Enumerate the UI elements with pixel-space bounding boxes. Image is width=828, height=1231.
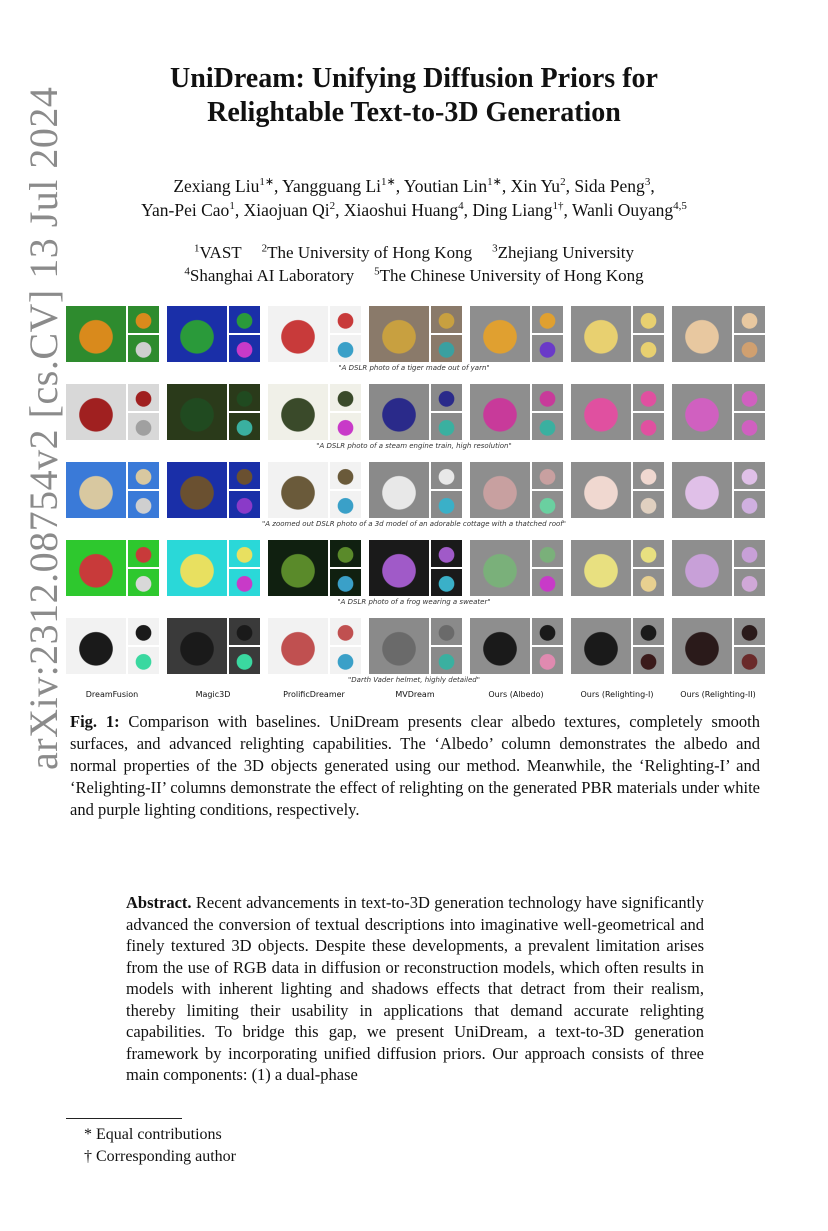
figure-row	[66, 462, 762, 538]
author: Xiaoshui Huang$^4$	[343, 200, 464, 220]
render-main	[672, 384, 732, 440]
author: Xiaojuan Qi$^2$	[243, 200, 336, 220]
column-label: ProlificDreamer	[283, 690, 345, 699]
render-normal	[734, 413, 765, 440]
figure-cell	[268, 384, 361, 440]
affiliation: $^3$Zhejiang University	[492, 242, 635, 262]
render-view	[330, 618, 361, 645]
render-main	[268, 384, 328, 440]
render-main	[167, 306, 227, 362]
render-view	[431, 618, 462, 645]
render-main	[167, 540, 227, 596]
row-prompt: "Darth Vader helmet, highly detailed"	[348, 676, 480, 684]
affiliation: $^4$Shanghai AI Laboratory	[184, 265, 355, 285]
render-normal	[431, 647, 462, 674]
render-main	[470, 384, 530, 440]
row-prompt: "A zoomed out DSLR photo of a 3d model of an adorable cottage with a thatched roof"	[262, 520, 566, 528]
figure-row	[66, 618, 762, 694]
render-main	[66, 540, 126, 596]
author: Ding Liang$^{1\dagger}$	[472, 200, 564, 220]
render-normal	[734, 335, 765, 362]
render-view	[330, 306, 361, 333]
figure-cell	[167, 540, 260, 596]
figure-cell	[571, 462, 664, 518]
render-normal	[128, 569, 159, 596]
render-view	[330, 384, 361, 411]
render-main	[66, 462, 126, 518]
render-normal	[229, 413, 260, 440]
render-normal	[431, 569, 462, 596]
figure-cell	[470, 540, 563, 596]
render-view	[128, 540, 159, 567]
render-view	[431, 540, 462, 567]
figure-cell	[268, 618, 361, 674]
render-normal	[633, 569, 664, 596]
abstract-text: Recent advancements in text-to-3D generation technology have significantly advanced the conversion of textual descriptions into imaginative well-geometrical and finely textured 3D objects. Despite these developments, a prevalent limitation arises from the use of RGB data in diffusion or reconstruction models, which often results in models with inherent lighting and shadows effects that detract from their realism, thereby limiting their usability in applications that demand accurate relighting capabilities. To bridge this gap, we present UniDream, a text-to-3D generation framework by incorporating unified diffusion priors. Our approach consists of three main components: (1) a dual-phase	[126, 893, 705, 1084]
render-view	[532, 618, 563, 645]
render-normal	[633, 335, 664, 362]
render-view	[734, 306, 765, 333]
render-view	[633, 540, 664, 567]
footnote-corresponding: † Corresponding author	[84, 1148, 236, 1165]
render-normal	[330, 335, 361, 362]
render-main	[672, 540, 732, 596]
author: Wanli Ouyang$^{4,5}$	[571, 200, 687, 220]
figure-row	[66, 384, 762, 460]
render-view	[128, 462, 159, 489]
render-view	[128, 306, 159, 333]
render-view	[431, 462, 462, 489]
render-main	[369, 462, 429, 518]
render-main	[369, 618, 429, 674]
render-view	[734, 540, 765, 567]
render-normal	[229, 569, 260, 596]
figure-cell	[66, 618, 159, 674]
footnote-rule	[66, 1118, 182, 1119]
affiliation-list	[70, 241, 758, 287]
render-main	[167, 618, 227, 674]
render-main	[66, 384, 126, 440]
render-normal	[229, 491, 260, 518]
render-main	[672, 618, 732, 674]
render-normal	[128, 335, 159, 362]
render-view	[330, 462, 361, 489]
render-normal	[734, 491, 765, 518]
affiliation: $^5$The Chinese University of Hong Kong	[374, 265, 644, 285]
render-view	[532, 462, 563, 489]
author: Yangguang $Li^{1∗}$	[282, 176, 396, 196]
render-normal	[532, 491, 563, 518]
figure-cell	[672, 462, 765, 518]
footnote-equal: * Equal contributions	[84, 1126, 222, 1143]
render-normal	[532, 413, 563, 440]
render-view	[734, 384, 765, 411]
render-view	[229, 618, 260, 645]
figure-cell	[369, 618, 462, 674]
render-normal	[431, 335, 462, 362]
render-view	[229, 462, 260, 489]
render-normal	[431, 491, 462, 518]
affiliation: $^1$VAST	[193, 242, 242, 262]
figure-cell	[369, 462, 462, 518]
figure-cell	[470, 462, 563, 518]
figure-cell	[369, 306, 462, 362]
render-normal	[330, 491, 361, 518]
paper-title: UniDream: Unifying Diffusion Priors for Relightable Text-to-3D Generation	[170, 63, 658, 128]
author: Youtian Lin$^{1∗}$	[403, 176, 502, 196]
render-main	[470, 306, 530, 362]
figure-cell	[470, 618, 563, 674]
figure-cell	[369, 540, 462, 596]
render-main	[268, 540, 328, 596]
column-label: Ours (Relighting-II)	[680, 690, 756, 699]
render-main	[369, 540, 429, 596]
figure-cell	[672, 540, 765, 596]
render-main	[66, 306, 126, 362]
render-view	[532, 306, 563, 333]
figure-cell	[571, 540, 664, 596]
render-normal	[128, 413, 159, 440]
column-label: Ours (Relighting-I)	[580, 690, 654, 699]
render-main	[268, 462, 328, 518]
render-view	[431, 306, 462, 333]
render-main	[571, 306, 631, 362]
render-main	[571, 540, 631, 596]
figure-cell	[268, 306, 361, 362]
render-main	[369, 306, 429, 362]
arxiv-stamp: arXiv:2312.08754v2 [cs.CV] 13 Jul 2024	[21, 86, 66, 770]
render-main	[167, 384, 227, 440]
author: Xin Yu$^2$	[510, 176, 566, 196]
figure-cell	[268, 540, 361, 596]
render-main	[571, 618, 631, 674]
figure-caption-label: Fig. 1:	[70, 712, 120, 731]
render-normal	[128, 491, 159, 518]
figure-cell	[672, 306, 765, 362]
render-view	[734, 618, 765, 645]
figure-cell	[167, 384, 260, 440]
figure-cell	[470, 384, 563, 440]
abstract	[126, 892, 704, 1086]
column-label: DreamFusion	[85, 690, 139, 699]
figure-caption-text: Comparison with baselines. UniDream presents clear albedo textures, completely smooth surfaces, and advanced relighting capabilities. The ‘Albedo’ column demonstrates the albedo and normal properties of the 3D objects generated using our method. Meanwhile, the ‘Relighting-I’ and ‘Relighting-II’ columns demonstrate the effect of relighting on the generated PBR materials under white and purple lighting conditions, respectively.	[70, 712, 760, 819]
render-normal	[532, 569, 563, 596]
render-main	[571, 384, 631, 440]
render-view	[128, 384, 159, 411]
render-main	[470, 540, 530, 596]
author: Zexiang Liu$^{1∗}$	[173, 176, 275, 196]
row-prompt: "A DSLR photo of a tiger made out of yarn"	[338, 364, 490, 372]
render-normal	[128, 647, 159, 674]
column-label: Ours (Albedo)	[488, 690, 544, 699]
row-prompt: "A DSLR photo of a frog wearing a sweater"	[337, 598, 491, 606]
render-normal	[431, 413, 462, 440]
footnotes	[84, 1124, 236, 1168]
figure-cell	[571, 384, 664, 440]
render-view	[229, 540, 260, 567]
abstract-label: Abstract.	[126, 893, 192, 912]
render-normal	[532, 647, 563, 674]
render-view	[633, 306, 664, 333]
render-main	[470, 618, 530, 674]
render-view	[229, 384, 260, 411]
figure-cell	[66, 540, 159, 596]
render-normal	[330, 569, 361, 596]
figure-cell	[66, 384, 159, 440]
column-labels	[66, 690, 762, 704]
render-view	[734, 462, 765, 489]
render-normal	[532, 335, 563, 362]
render-view	[128, 618, 159, 645]
figure-cell	[268, 462, 361, 518]
render-normal	[330, 413, 361, 440]
render-normal	[633, 491, 664, 518]
render-main	[672, 462, 732, 518]
render-main	[470, 462, 530, 518]
render-view	[532, 540, 563, 567]
affiliation: $^2$The University of Hong Kong	[261, 242, 473, 262]
render-main	[167, 462, 227, 518]
figure-cell	[167, 462, 260, 518]
figure-cell	[672, 384, 765, 440]
render-normal	[734, 569, 765, 596]
render-normal	[633, 413, 664, 440]
figure-cell	[66, 306, 159, 362]
figure-cell	[571, 306, 664, 362]
render-main	[672, 306, 732, 362]
render-main	[571, 462, 631, 518]
column-label: Magic3D	[195, 690, 231, 699]
render-view	[633, 384, 664, 411]
figure-cell	[167, 618, 260, 674]
figure-row	[66, 306, 762, 382]
render-normal	[229, 647, 260, 674]
render-normal	[734, 647, 765, 674]
figure-caption	[70, 711, 760, 821]
render-view	[532, 384, 563, 411]
figure-cell	[369, 384, 462, 440]
row-prompt: "A DSLR photo of a steam engine train, high resolution"	[316, 442, 512, 450]
render-main	[268, 618, 328, 674]
render-view	[431, 384, 462, 411]
render-normal	[633, 647, 664, 674]
figure-cell	[470, 306, 563, 362]
figure-cell	[571, 618, 664, 674]
figure-row	[66, 540, 762, 616]
render-main	[66, 618, 126, 674]
author: Yan-Pei Cao$^1$	[141, 200, 235, 220]
figure-cell	[167, 306, 260, 362]
render-view	[229, 306, 260, 333]
render-normal	[330, 647, 361, 674]
author-list: Zexiang Liu$^{1∗}$, Yangguang $Li^{1∗}$, Youtian Lin$^{1∗}$, Xin Yu$^2$, Sida Peng$^3$, Yan-Pei Cao$^1$, Xiaojuan Qi$^2$, Xiaoshui Huang$^4$, Ding Liang$^{1\dagger}$, Wanli Ouyang$^{4,5}$	[141, 176, 687, 220]
figure-cell	[66, 462, 159, 518]
render-view	[633, 618, 664, 645]
render-main	[369, 384, 429, 440]
column-label: MVDream	[395, 690, 435, 699]
render-view	[633, 462, 664, 489]
render-main	[268, 306, 328, 362]
figure-cell	[672, 618, 765, 674]
author: Sida Peng$^3$	[574, 176, 651, 196]
render-normal	[229, 335, 260, 362]
comparison-figure	[66, 306, 762, 708]
render-view	[330, 540, 361, 567]
